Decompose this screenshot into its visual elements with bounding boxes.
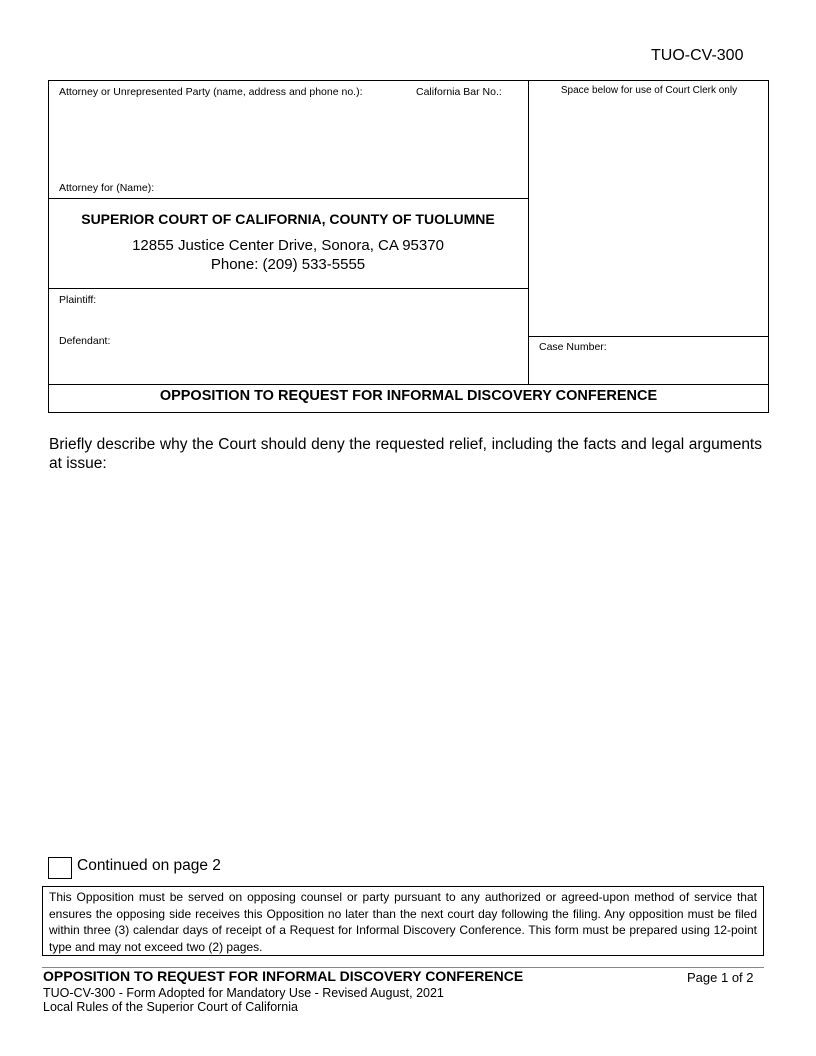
form-number: TUO-CV-300 bbox=[651, 47, 744, 64]
case-number-field[interactable] bbox=[539, 356, 761, 380]
rule-parties bbox=[48, 288, 528, 289]
opposition-text-area[interactable] bbox=[49, 480, 762, 845]
continued-checkbox[interactable] bbox=[48, 857, 72, 879]
case-number-label: Case Number: bbox=[539, 341, 607, 353]
court-name: SUPERIOR COURT OF CALIFORNIA, COUNTY OF TUOLUMNE bbox=[81, 211, 495, 227]
clerk-label: Space below for use of Court Clerk only bbox=[560, 85, 738, 96]
caption-divider bbox=[528, 80, 529, 384]
rule-title bbox=[48, 384, 769, 385]
footer-title: OPPOSITION TO REQUEST FOR INFORMAL DISCOVERY CONFERENCE bbox=[43, 968, 524, 984]
defendant-label: Defendant: bbox=[59, 335, 111, 347]
plaintiff-field[interactable] bbox=[110, 292, 520, 322]
rule-case-number bbox=[528, 336, 769, 337]
attorney-for-label: Attorney for (Name): bbox=[59, 182, 155, 194]
instruction-text: Briefly describe why the Court should deny the requested relief, including the facts and legal arguments at issue: bbox=[49, 436, 762, 472]
notice-box: This Opposition must be served on opposing counsel or party pursuant to any authorized or agreed-upon method of service that ensures the opposing side receives this Opposition no later than the next court day following the filing. Any opposition must be filed within three (3) calendar days of receipt of a Request for Informal Discovery Conference. This form must be prepared using 12-point type and may not exceed two (2) pages. bbox=[42, 886, 764, 956]
form-title: OPPOSITION TO REQUEST FOR INFORMAL DISCOVERY CONFERENCE bbox=[159, 388, 658, 404]
court-address: 12855 Justice Center Drive, Sonora, CA 95370 bbox=[132, 237, 444, 254]
continued-label: Continued on page 2 bbox=[77, 857, 221, 874]
rule-court bbox=[48, 198, 528, 199]
attorney-field[interactable] bbox=[52, 104, 522, 178]
plaintiff-label: Plaintiff: bbox=[59, 294, 97, 306]
page-number: Page 1 of 2 bbox=[687, 970, 754, 985]
attorney-for-field[interactable] bbox=[170, 180, 520, 196]
footer-form-info: TUO-CV-300 - Form Adopted for Mandatory Use - Revised August, 2021 bbox=[43, 986, 444, 1000]
attorney-label: Attorney or Unrepresented Party (name, address and phone no.): bbox=[59, 86, 363, 98]
court-phone: Phone: (209) 533-5555 bbox=[210, 256, 366, 273]
bar-number-label: California Bar No.: bbox=[416, 86, 502, 98]
defendant-field[interactable] bbox=[120, 332, 520, 372]
footer-rules: Local Rules of the Superior Court of California bbox=[43, 1000, 298, 1014]
court-address-block bbox=[48, 236, 528, 274]
